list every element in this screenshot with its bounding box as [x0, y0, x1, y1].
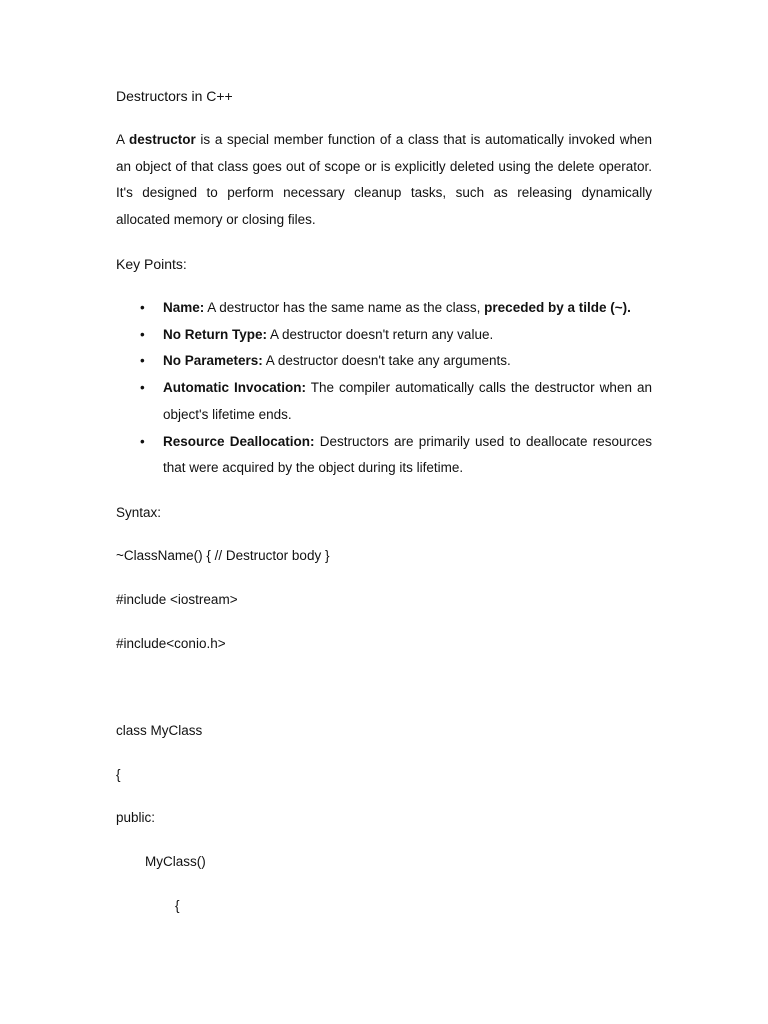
code-line-constructor: MyClass(): [130, 854, 206, 869]
intro-text: is a special member function of a class that is automatically invoked when an object of that class goes out of scope or is explicitly deleted using the delete operator. It's designed to perform necessary cleanup tasks, such as releasing dynamically allocated memory or closing files.: [116, 132, 653, 228]
key-point-text: Destructors are primarily used to deallocate resources that were acquired by the object during its lifetime.: [163, 433, 653, 476]
code-line-public: public:: [116, 810, 156, 825]
code-line-include-conio: #include<conio.h>: [116, 636, 226, 651]
document-title: Destructors in C++: [116, 88, 233, 104]
intro-paragraph: [116, 127, 652, 234]
key-point-text: The compiler automatically calls the destructor when an object's lifetime ends.: [163, 380, 652, 422]
bullet-icon: •: [140, 353, 145, 369]
key-point-parameters: [116, 348, 652, 375]
syntax-label: Syntax:: [116, 505, 162, 520]
key-point-term: No Return Type:: [163, 326, 267, 342]
key-point-text: A destructor doesn't take any arguments.: [262, 353, 511, 369]
code-line-include-iostream: #include <iostream>: [116, 592, 238, 607]
key-point-text: A destructor has the same name as the class,: [204, 300, 485, 315]
intro-prefix: A: [116, 132, 129, 147]
key-point-term: Name:: [163, 300, 205, 315]
syntax-example: ~ClassName() { // Destructor body }: [116, 548, 330, 563]
bullet-icon: •: [140, 433, 145, 449]
code-line-constructor-brace: {: [175, 898, 180, 913]
bullet-icon: •: [140, 300, 145, 315]
key-points-heading: Key Points:: [116, 256, 187, 272]
key-point-text: A destructor doesn't return any value.: [267, 326, 494, 342]
key-point-resource-deallocation: [116, 429, 652, 482]
intro-term: destructor: [128, 132, 196, 147]
key-point-name: [116, 295, 652, 322]
bullet-icon: •: [140, 380, 145, 396]
code-line-class-declaration: class MyClass: [116, 723, 203, 738]
key-point-term: Resource Deallocation:: [163, 433, 315, 449]
key-point-return-type: [116, 322, 652, 349]
document-page: [116, 0, 652, 1024]
key-point-automatic-invocation: [116, 375, 652, 428]
code-line-open-brace: {: [116, 767, 121, 782]
bullet-icon: •: [140, 326, 145, 342]
key-points-list: [116, 295, 652, 482]
key-point-emphasis: preceded by a tilde (~).: [484, 300, 631, 315]
key-point-term: Automatic Invocation:: [163, 380, 307, 396]
key-point-term: No Parameters:: [163, 353, 263, 369]
